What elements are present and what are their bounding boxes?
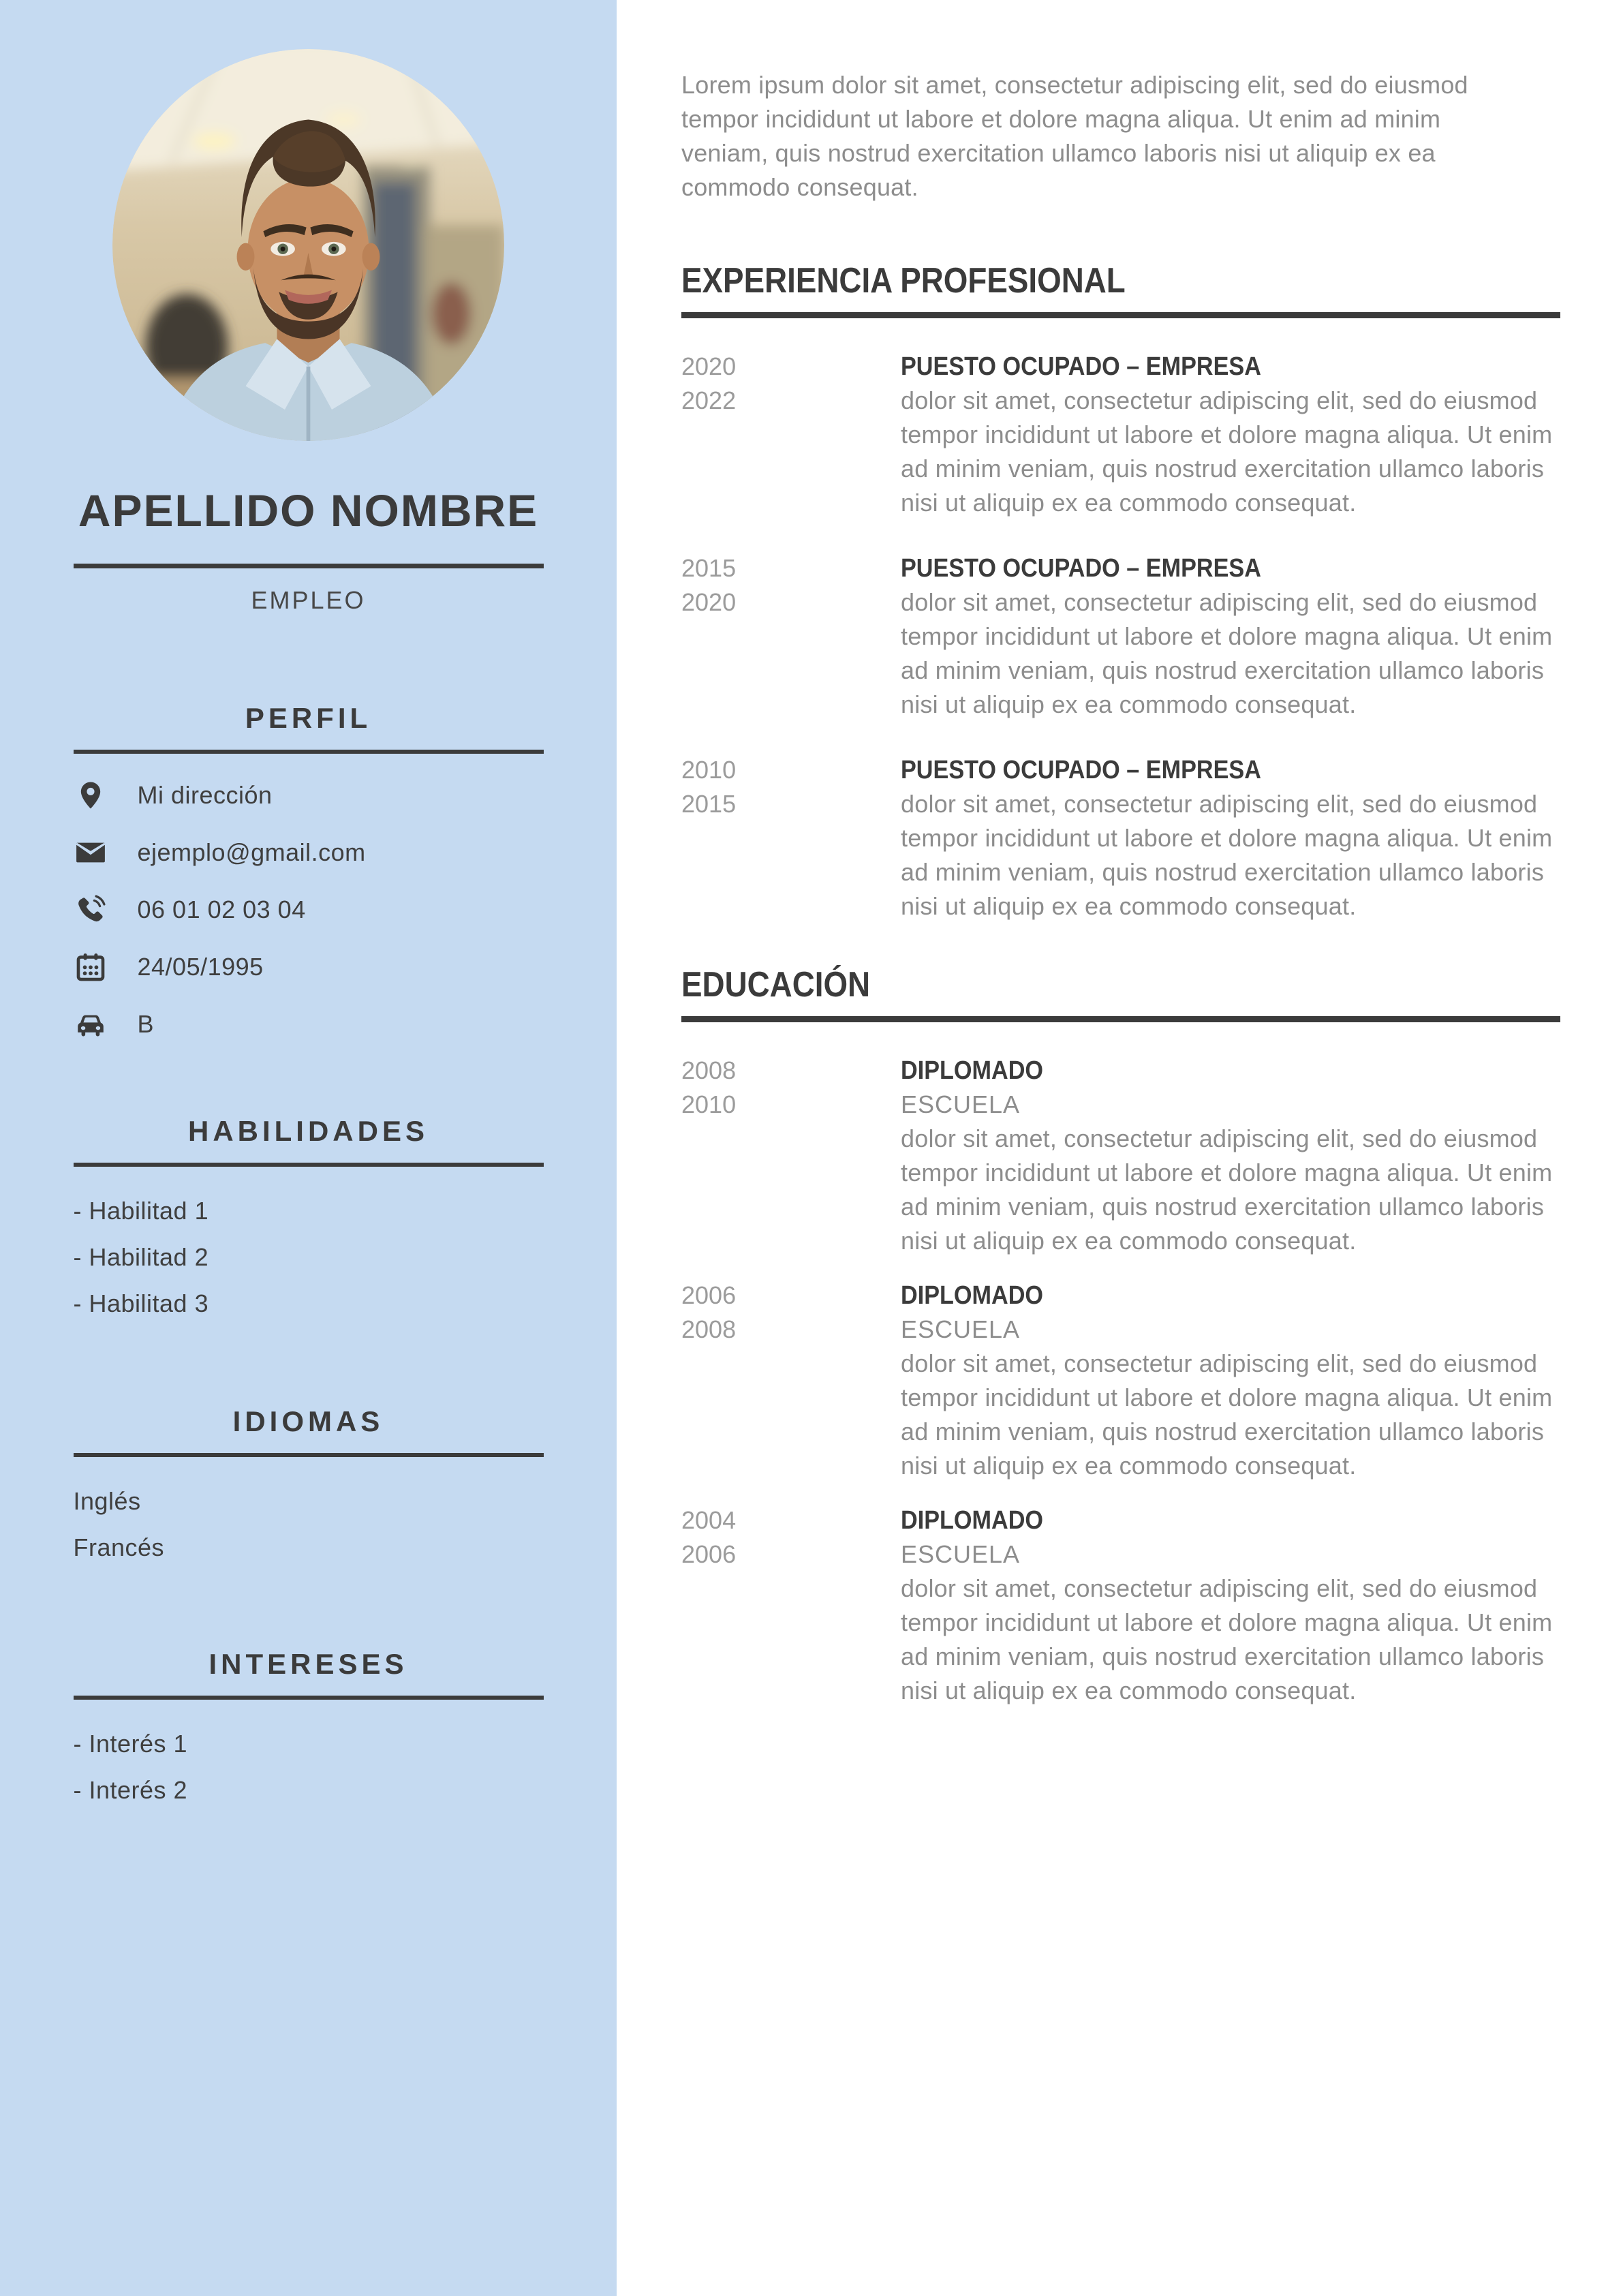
year-start: 2010 bbox=[681, 756, 737, 784]
skill-item: - Habilitad 3 bbox=[73, 1289, 209, 1317]
interest-item: - Interés 2 bbox=[73, 1776, 188, 1804]
contact-phone-text: 06 01 02 03 04 bbox=[137, 896, 306, 923]
contact-email-text: ejemplo@gmail.com bbox=[137, 838, 366, 866]
envelope-icon bbox=[74, 836, 108, 870]
contact-license-text: B bbox=[137, 1010, 155, 1038]
year-end: 2015 bbox=[681, 790, 737, 818]
skills-heading: HABILIDADES bbox=[187, 1115, 429, 1147]
experience-entry bbox=[681, 551, 1560, 722]
entry-years bbox=[681, 1279, 901, 1483]
skill-item: - Habilitad 1 bbox=[73, 1197, 209, 1225]
entry-description: dolor sit amet, consectetur adipiscing elit, sed do eiusmod tempor incididunt ut labore et dolore magna aliqua. Ut enim ad minim veniam, quis nostrud exercitation ullamco laboris nisi ut aliquip ex ea commodo consequat. bbox=[901, 386, 1553, 517]
section-rule bbox=[74, 1696, 544, 1700]
education-entry bbox=[681, 1054, 1560, 1258]
interests-heading: INTERESES bbox=[208, 1648, 408, 1680]
job-title: EMPLEO bbox=[251, 586, 366, 614]
section-rule bbox=[74, 1453, 544, 1457]
entry-description: dolor sit amet, consectetur adipiscing elit, sed do eiusmod tempor incididunt ut labore et dolore magna aliqua. Ut enim ad minim veniam, quis nostrud exercitation ullamco laboris nisi ut aliquip ex ea commodo consequat. bbox=[901, 1124, 1553, 1255]
phone-icon bbox=[74, 893, 108, 927]
entry-title: DIPLOMADO bbox=[901, 1506, 1043, 1535]
experience-entry bbox=[681, 753, 1560, 923]
interest-item: - Interés 1 bbox=[73, 1730, 188, 1758]
contact-item-birthdate bbox=[74, 950, 544, 984]
year-start: 2008 bbox=[681, 1056, 737, 1084]
year-end: 2010 bbox=[681, 1090, 737, 1118]
entry-years bbox=[681, 551, 901, 722]
education-entries bbox=[681, 1054, 1560, 1708]
contact-item-phone bbox=[74, 893, 544, 927]
entry-title: PUESTO OCUPADO – EMPRESA bbox=[901, 554, 1261, 583]
entry-description: dolor sit amet, consectetur adipiscing elit, sed do eiusmod tempor incididunt ut labore et dolore magna aliqua. Ut enim ad minim veniam, quis nostrud exercitation ullamco laboris nisi ut aliquip ex ea commodo consequat. bbox=[901, 1574, 1553, 1704]
year-end: 2022 bbox=[681, 386, 737, 414]
entry-title: PUESTO OCUPADO – EMPRESA bbox=[901, 756, 1261, 784]
location-icon bbox=[74, 778, 108, 812]
calendar-icon bbox=[74, 950, 108, 984]
experience-entry bbox=[681, 350, 1560, 520]
entry-years bbox=[681, 753, 901, 923]
language-item: Inglés bbox=[73, 1487, 141, 1515]
contact-list bbox=[74, 778, 544, 1041]
section-rule bbox=[74, 750, 544, 754]
contact-address-text: Mi dirección bbox=[137, 781, 273, 809]
school-name: ESCUELA bbox=[901, 1315, 1021, 1343]
school-name: ESCUELA bbox=[901, 1540, 1021, 1568]
languages-heading: IDIOMAS bbox=[232, 1405, 384, 1437]
section-rule bbox=[74, 1163, 544, 1167]
year-end: 2008 bbox=[681, 1315, 737, 1343]
language-item: Francés bbox=[73, 1533, 165, 1561]
entry-title: DIPLOMADO bbox=[901, 1281, 1043, 1310]
contact-item-driving-license bbox=[74, 1007, 544, 1041]
education-heading: EDUCACIÓN bbox=[681, 965, 871, 1005]
profile-heading: PERFIL bbox=[245, 702, 372, 734]
year-start: 2015 bbox=[681, 554, 737, 582]
main-content bbox=[681, 0, 1560, 1708]
car-icon bbox=[74, 1007, 108, 1041]
experience-heading: EXPERIENCIA PROFESIONAL bbox=[681, 261, 1126, 301]
intro-paragraph: Lorem ipsum dolor sit amet, consectetur adipiscing elit, sed do eiusmod tempor incididunt ut labore et dolore magna aliqua. Ut enim ad minim veniam, quis nostrud exercitation ullamco laboris nisi ut aliquip ex ea commodo consequat. bbox=[681, 71, 1468, 201]
contact-item-address bbox=[74, 778, 544, 812]
name-divider bbox=[74, 564, 544, 568]
year-end: 2006 bbox=[681, 1540, 737, 1568]
year-start: 2020 bbox=[681, 352, 737, 380]
languages-list bbox=[74, 1484, 544, 1577]
entry-description: dolor sit amet, consectetur adipiscing elit, sed do eiusmod tempor incididunt ut labore et dolore magna aliqua. Ut enim ad minim veniam, quis nostrud exercitation ullamco laboris nisi ut aliquip ex ea commodo consequat. bbox=[901, 1349, 1553, 1480]
contact-item-email bbox=[74, 836, 544, 870]
skill-item: - Habilitad 2 bbox=[73, 1243, 209, 1271]
profile-photo bbox=[112, 49, 504, 441]
profile-section bbox=[0, 702, 617, 1041]
year-start: 2006 bbox=[681, 1281, 737, 1309]
interests-section bbox=[0, 1648, 617, 1820]
interests-list bbox=[74, 1727, 544, 1820]
education-entry bbox=[681, 1279, 1560, 1483]
year-start: 2004 bbox=[681, 1506, 737, 1534]
education-rule bbox=[681, 1016, 1560, 1022]
entry-description: dolor sit amet, consectetur adipiscing elit, sed do eiusmod tempor incididunt ut labore et dolore magna aliqua. Ut enim ad minim veniam, quis nostrud exercitation ullamco laboris nisi ut aliquip ex ea commodo consequat. bbox=[901, 588, 1553, 718]
entry-years bbox=[681, 1054, 901, 1258]
experience-rule bbox=[681, 312, 1560, 318]
experience-entries bbox=[681, 350, 1560, 923]
contact-birthdate-text: 24/05/1995 bbox=[137, 953, 264, 981]
entry-description: dolor sit amet, consectetur adipiscing elit, sed do eiusmod tempor incididunt ut labore et dolore magna aliqua. Ut enim ad minim veniam, quis nostrud exercitation ullamco laboris nisi ut aliquip ex ea commodo consequat. bbox=[901, 790, 1553, 920]
sidebar bbox=[0, 0, 617, 2296]
languages-section bbox=[0, 1405, 617, 1577]
portrait-illustration bbox=[112, 49, 504, 441]
entry-title: PUESTO OCUPADO – EMPRESA bbox=[901, 352, 1261, 381]
experience-section bbox=[681, 204, 1560, 923]
school-name: ESCUELA bbox=[901, 1090, 1021, 1118]
year-end: 2020 bbox=[681, 588, 737, 616]
education-entry bbox=[681, 1503, 1560, 1708]
entry-years bbox=[681, 1503, 901, 1708]
skills-list bbox=[74, 1194, 544, 1333]
education-section bbox=[681, 923, 1560, 1708]
skills-section bbox=[0, 1115, 617, 1333]
person-name: APELLIDO NOMBRE bbox=[78, 485, 539, 536]
entry-title: DIPLOMADO bbox=[901, 1056, 1043, 1085]
entry-years bbox=[681, 350, 901, 520]
